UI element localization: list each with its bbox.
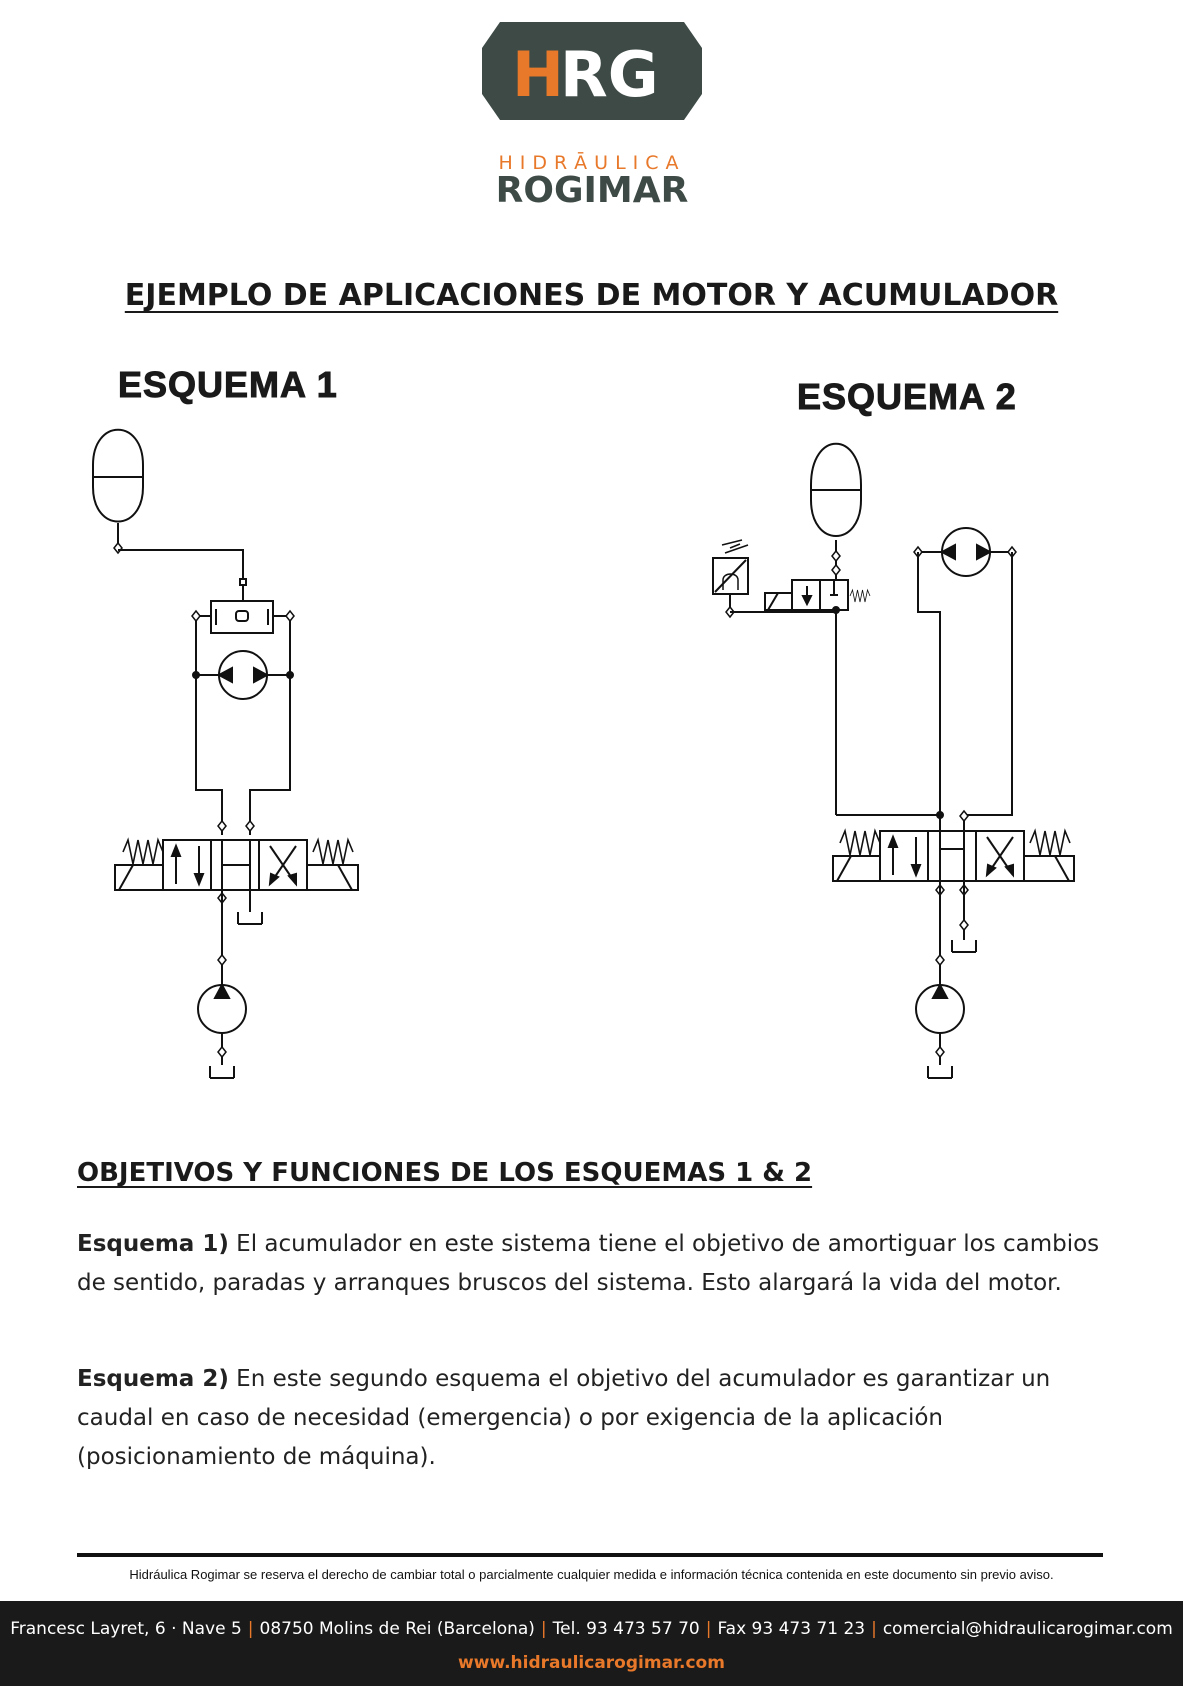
esquema-1-diagram [93,430,358,1078]
footer-divider [77,1553,1103,1557]
footer-contact: Francesc Layret, 6 · Nave 5 | 08750 Molins de Rei (Barcelona) | Tel. 93 473 57 70 | Fax 93 473 71 23 | comercial@hidraulicarogimar.com [10,1619,1173,1639]
esquema-1-description-text: El acumulador en este sistema tiene el objetivo de amortiguar los cambios de sentido, paradas y arranques bruscos del sistema. Esto alargará la vida del motor. [77,1231,1100,1296]
logo-mark-rg: RG [560,38,659,111]
footer-address: Francesc Layret, 6 · Nave 5 [10,1619,242,1639]
hydraulic-pump-2 [916,985,964,1033]
esquema-1-description-label: Esquema 1) [77,1231,229,1257]
esquema-2-description-label: Esquema 2) [77,1366,229,1392]
solenoid-valve-2 [765,580,870,610]
hydraulic-motor-1 [193,651,293,699]
esquema-2-description [77,1360,1122,1477]
esquema-2-diagram [713,444,1074,1078]
footer-city: 08750 Molins de Rei (Barcelona) [259,1619,535,1639]
objectives-title: OBJETIVOS Y FUNCIONES DE LOS ESQUEMAS 1 & 2 [77,1158,813,1188]
footer-fax: Fax 93 473 71 23 [717,1619,866,1639]
accumulator-1 [93,430,143,545]
accumulator-2 [811,444,861,536]
esquema-2-description-text: En este segundo esquema el objetivo del acumulador es garantizar un caudal en caso de necesidad (emergencia) o por exigencia de la aplicación (posicionamiento de máquina). [77,1366,1051,1470]
pressure-switch-2 [713,540,748,610]
esquema-1-label: ESQUEMA 1 [118,364,338,405]
footer [0,1601,1183,1686]
logo-mark-h: H [512,38,564,111]
esquema-1-description [77,1225,1122,1303]
footer-email-link[interactable]: comercial@hidraulicarogimar.com [882,1619,1173,1639]
disclaimer: Hidráulica Rogimar se reserva el derecho de cambiar total o parcialmente cualquier medida e información técnica contenida en este documento sin previo aviso. [129,1567,1054,1582]
logo-word-hidraulica: HIDRĀULICA [498,152,686,174]
directional-valve-1 [115,840,358,890]
footer-tel: Tel. 93 473 57 70 [552,1619,700,1639]
page-title: EJEMPLO DE APLICACIONES DE MOTOR Y ACUMULADOR [124,278,1059,313]
footer-website-link[interactable]: www.hidraulicarogimar.com [458,1653,725,1673]
hydraulic-pump-1 [198,985,246,1033]
directional-valve-2 [833,831,1074,881]
shuttle-valve-1 [211,585,273,633]
esquema-2-label: ESQUEMA 2 [797,376,1017,417]
logo-word-rogimar: ROGIMAR [495,170,689,211]
hydraulic-motor-2 [918,528,1012,576]
